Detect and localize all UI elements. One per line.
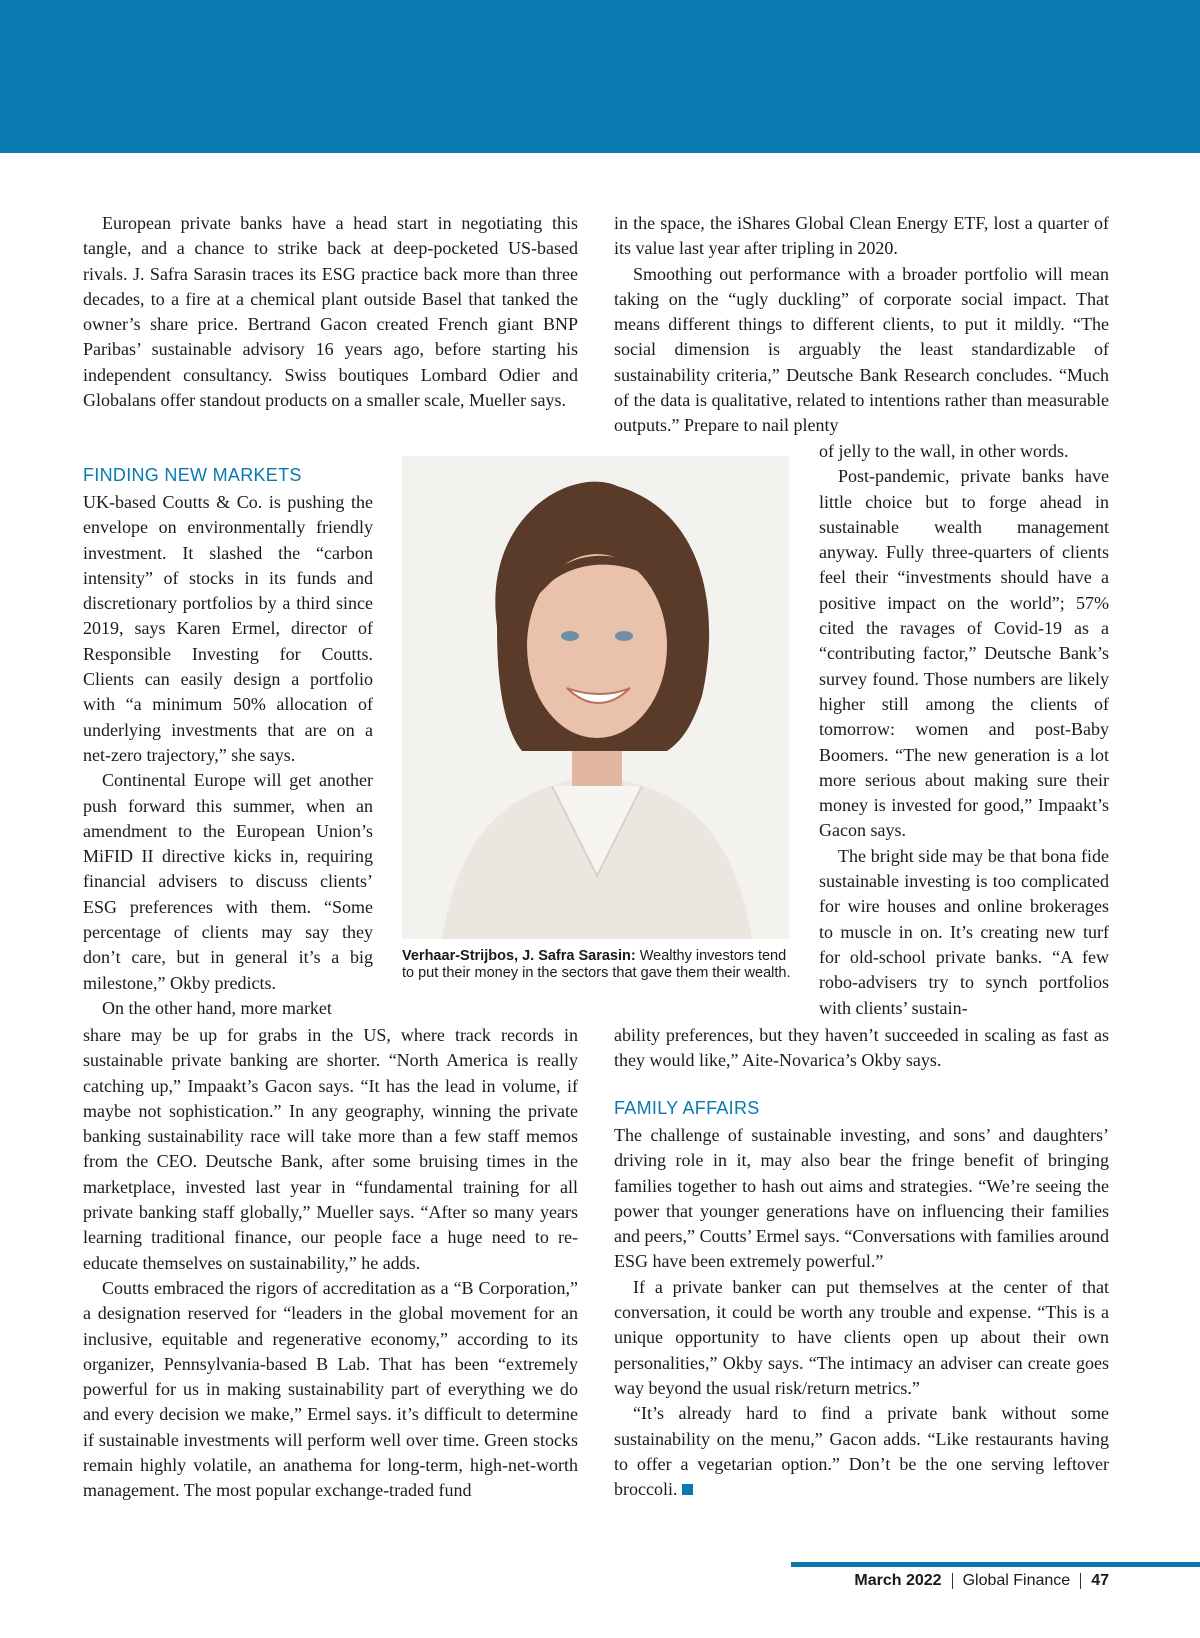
photo-caption: [402, 948, 792, 982]
paragraph: in the space, the iShares Global Clean Energy ETF, lost a quarter of its value last year after tripling in 2020.: [614, 213, 1109, 259]
footer-rule: [791, 1562, 1200, 1567]
section-heading-family-affairs: FAMILY AFFAIRS: [614, 1098, 760, 1118]
paragraph: On the other hand, more market: [102, 997, 332, 1018]
paragraph: of jelly to the wall, in other words.: [819, 441, 1069, 461]
article-column-left-top: [83, 211, 578, 413]
paragraph: UK-based Coutts & Co. is pushing the envelope on environmentally friendly investment. It slashed the “carbon intensity” of stocks in its funds and discretionary portfolios by a third since 2019, says Karen Ermel, director of Responsible Investing for Coutts. Clients can easily design a portfolio with “a minimum 50% allocation of underlying investments that are on a net-zero trajectory,” she says.: [83, 492, 373, 765]
article-column-right-bottom: [614, 1023, 1109, 1074]
paragraph: Coutts embraced the rigors of accreditation as a “B Corporation,” a designation reserved for “leaders in the global movement for an inclusive, equitable and regenerative economy,” according to its organizer, Pennsylvania-based B Lab. That has been “extremely powerful for us in making sustainability part of everything we do and every decision we make,” Ermel says. it’s difficult to determine if sustainable investments will perform well over time. Green stocks remain highly volatile, an anathema for long-term, high-net-worth management. The most popular exchange-traded fund: [83, 1277, 578, 1501]
paragraph: Post-pandemic, private banks have little choice but to forge ahead in sustainable wealth management anyway. Fully three-quarters of clients feel their “investments should have a positive impact on the world”; 57% cited the ravages of Covid-19 as a “contributing factor,” Deutsche Bank’s survey found. Those numbers are likely higher still among the clients of tomorrow: women and post-Baby Boomers. “The new generation is a lot more serious about making sure their money is invested for good,” Impaakt’s Gacon says.: [819, 466, 1109, 841]
paragraph: Continental Europe will get another push forward this summer, when an amendment to the European Union’s MiFID II directive kicks in, requiring financial advisers to discuss clients’ ESG preferences with them. “Some percentage of clients may say they don’t care, but in general it’s a big milestone,” Okby predicts.: [83, 770, 373, 993]
section-heading-finding-new-markets: FINDING NEW MARKETS: [83, 465, 302, 485]
page-number: 47: [1091, 1572, 1109, 1589]
paragraph: European private banks have a head start in negotiating this tangle, and a chance to strike back at deep-pocketed US-based rivals. J. Safra Sarasin traces its ESG practice back more than three decades, to a fire at a chemical plant outside Basel that tanked the owner’s share price. Bertrand Gacon created French giant BNP Paribas’ sustainable advisory 16 years ago, before starting his independent consultancy. Swiss boutiques Lombard Odier and Globalans offer standout products on a smaller scale, Mueller says.: [83, 213, 578, 411]
article-column-left-narrow: [83, 490, 373, 1021]
article-column-right-narrow: [819, 439, 1109, 1021]
footer-date: March 2022: [854, 1572, 942, 1589]
article-column-right-top: [614, 211, 1109, 439]
end-of-article-mark: [682, 1484, 693, 1495]
paragraph: The bright side may be that bona fide sustainable investing is too complicated for wire houses and online brokerages to muscle in on. It’s creating new turf for old-school private banks. “A few robo-advisers try to synch portfolios with clients’ sustain-: [819, 845, 1109, 1018]
footer-separator: [952, 1573, 953, 1589]
footer-separator: [1080, 1573, 1081, 1589]
footer-publication: Global Finance: [962, 1572, 1071, 1589]
paragraph-text: “It’s already hard to find a private bank without some sustainability on the menu,” Gacon adds. “Like restaurants having to offer a vegetarian option.” Don’t be the one serving leftover broccoli.: [614, 1403, 1109, 1500]
page-footer: [854, 1569, 1109, 1593]
paragraph: ability preferences, but they haven’t succeeded in scaling as fast as they would like,” Aite-Novarica’s Okby says.: [614, 1025, 1109, 1071]
caption-text: Wealthy investors tend to put their money in the sectors that gave them their wealth.: [402, 948, 791, 981]
paragraph: The challenge of sustainable investing, and sons’ and daughters’ driving role in it, may also bear the fringe benefit of bringing families together to hash out aims and strategies. “We’re seeing the power that younger generations have on influencing their families and peers,” Coutts’ Ermel says. “Conversations with families around ESG have been extremely powerful.”: [614, 1125, 1109, 1272]
header-band: [0, 0, 1200, 153]
caption-name: Verhaar-Strijbos, J. Safra Sarasin:: [402, 948, 636, 964]
paragraph: share may be up for grabs in the US, where track records in sustainable private banking are shorter. “North America is really catching up,” Impaakt’s Gacon says. “It has the lead in volume, if maybe not sophistication.” In any geography, winning the private banking sustainability race will take more than a few staff memos from the CEO. Deutsche Bank, after some bruising times in the marketplace, invested last year in “fundamental training for all private banking staff globally,” Mueller says. “After so many years learning traditional finance, our people face a huge need to re-educate themselves on sustainability,” he adds.: [83, 1025, 578, 1273]
paragraph: Smoothing out performance with a broader portfolio will mean taking on the “ugly duckling” of corporate social impact. That means different things to different clients, to put it mildly. “The social dimension is arguably the least standardizable of sustainability criteria,” Deutsche Bank Research concludes. “Much of the data is qualitative, related to intentions rather than measurable outputs.” Prepare to nail plenty: [614, 263, 1109, 436]
portrait-illustration: [402, 456, 789, 939]
article-column-left-bottom: [83, 1023, 578, 1504]
paragraph: If a private banker can put themselves at the center of that conversation, it could be worth any trouble and expense. “This is a unique opportunity to have clients open up about their own personalities,” Okby says. “The intimacy an adviser can create goes way beyond the usual risk/return metrics.”: [614, 1276, 1109, 1398]
article-column-right-family: [614, 1123, 1109, 1502]
portrait-photo: [402, 456, 789, 939]
paragraph: [614, 1401, 1109, 1502]
